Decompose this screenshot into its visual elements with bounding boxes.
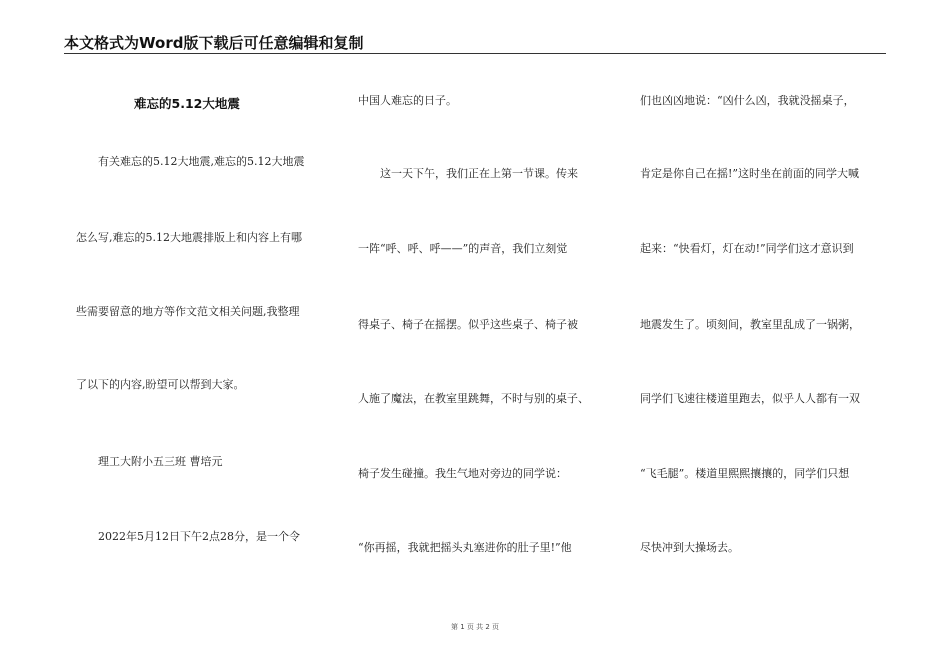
text-line: 怎么写,难忘的5.12大地震排版上和内容上有哪 [76,231,302,244]
text-line: 肯定是你自己在摇!”这时坐在前面的同学大喊 [640,167,860,180]
text-line: 有关难忘的5.12大地震,难忘的5.12大地震 [98,155,305,168]
page-number-footer: 第 1 页 共 2 页 [450,623,500,631]
text-line: 们也凶凶地说：“凶什么凶，我就没摇桌子， [640,94,855,107]
text-line: 起来：“快看灯，灯在动!”同学们这才意识到 [640,242,854,255]
text-line: 得桌子、椅子在摇摆。似乎这些桌子、椅子被 [358,318,578,331]
text-line: 2022年5月12日下午2点28分，是一个令 [98,530,300,543]
text-line: 了以下的内容,盼望可以帮到大家。 [76,378,245,391]
text-column-2 [358,0,608,620]
text-line: 同学们飞速往楼道里跑去，似乎人人都有一双 [640,392,860,405]
author-line: 理工大附小五三班 曹培元 [98,455,223,468]
text-column-3 [640,0,890,620]
text-column-1 [76,0,326,620]
text-line: 些需要留意的地方等作文范文相关问题,我整理 [76,305,300,318]
text-line: 人施了魔法，在教室里跳舞，不时与别的桌子、 [358,392,589,405]
text-line: 地震发生了。顷刻间，教室里乱成了一锅粥， [640,318,860,331]
text-line: 一阵“呼、呼、呼——”的声音，我们立刻觉 [358,242,568,255]
text-line: 尽快冲到大操场去。 [640,541,739,554]
text-line: 椅子发生碰撞。我生气地对旁边的同学说： [358,467,567,480]
document-header-banner: 本文格式为Word版下载后可任意编辑和复制 [64,34,364,52]
text-line: “飞毛腿”。楼道里熙熙攘攘的，同学们只想 [640,467,850,480]
text-line: 这一天下午，我们正在上第一节课。传来 [380,167,578,180]
text-line: “你再摇，我就把摇头丸塞进你的肚子里!”他 [358,541,572,554]
text-line: 中国人难忘的日子。 [358,94,457,107]
article-title: 难忘的5.12大地震 [134,96,240,111]
